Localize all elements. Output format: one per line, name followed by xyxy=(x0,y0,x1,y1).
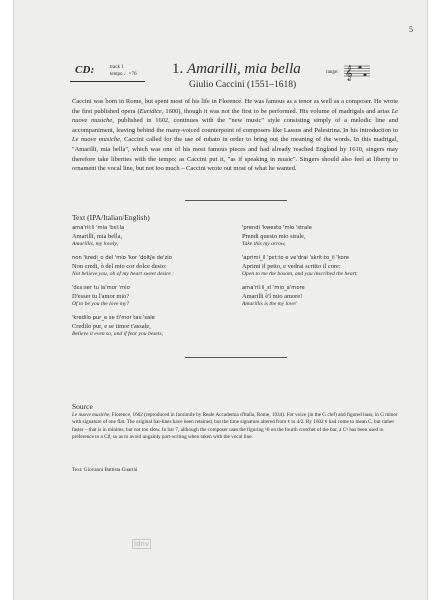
song-title xyxy=(172,61,301,78)
range-label: range: xyxy=(326,70,339,75)
lyrics-column-left xyxy=(72,225,247,345)
watermark: idnv xyxy=(134,540,149,548)
source-notes: Le nuove musiche, Florence, 1602 (reproduced in facsimile by Reale Accademia d'Italia, Rome, 1934). For voice (in the G clef) and figured bass; in G minor with signature of one flat. The original bar-lines have been retained, but the time signature altered from ¢ to 4/2. By 1602 ¢ had come to mean C, but rather faster – that is in minims, but not too slow. In bar 7, although the composer uses the figuring ♮6 on the fourth crotchet of the bar, a C♮ has been used in preference to a C♯, so as to avoid ungainly part-writing when taken with the vocal line. xyxy=(72,412,398,441)
cd-label: CD: xyxy=(75,64,95,76)
lyrics-column-right xyxy=(242,225,417,315)
cd-track: track 1 xyxy=(110,65,124,70)
composer: Giulio Caccini (1551–1618) xyxy=(189,80,297,90)
separator xyxy=(185,357,287,358)
composer-biography: Caccini was born in Rome, but spent most of his life in Florence. He was famous as a tenor as well as a composer. He wrote the first published opera (Euridice, 1600), though it was not the first to be performed. His volume of madrigals and arias Le nuove musiche, published in 1602, continues with the "new music" style consisting simply of a melodic line and accompaniment, leaving behind the many-voiced counterpoint of composers like Lassus and Palestrina. In his introduction to Le nuove musiche, Caccini called for the use of rubato in order to bring out the meaning of the words. In this madrigal, "Amarilli, mia bella", which was one of his most famous pieces and had already reached England by 1610, singers may therefore take liberties with the tempo; as Caccini put it, "as if speaking in music". Singers should also feel at liberty to ornament the vocal line, but not too much – Caccini wrote out most of what he wanted. xyxy=(72,98,399,173)
lyric-line: 'dɛs:ser tu la'mor 'mio D'esser tu l'amor mio? Of to be you the love my? xyxy=(72,285,130,307)
lyric-line: non 'kredi_o del 'mio 'kor 'doltʃe de'zio Non credi, ò del mio cor dolce desio: Not believe you, oh of my heart sweet desire : xyxy=(72,255,175,277)
page xyxy=(14,0,427,600)
text-credit: Text: Giovanni Battista Guarini xyxy=(72,467,138,473)
lyric-line: 'kredilo pur_e se ti'mor tas:'sale Credilo pur, e se timor t'assale, Believe it even so, and if fear you besets, xyxy=(72,315,164,337)
separator xyxy=(185,200,287,201)
source-heading: Source xyxy=(72,402,93,411)
cd-track-info xyxy=(110,64,137,78)
vocal-range-staff-icon xyxy=(344,60,370,82)
text-heading: Text (IPA/Italian/English) xyxy=(72,213,150,222)
page-number: 5 xyxy=(409,25,413,34)
song-number: 1. xyxy=(172,61,184,77)
song-title-text: Amarilli, mia bella xyxy=(187,61,301,77)
lyric-line: ama'ril:li_ɛl 'mio_a'more Amarilli è'l mio amore! Amarillis is the my love! xyxy=(242,285,305,307)
lyric-line: 'aprimi_il 'pɛt:to e ve'drai 'skrit:to_il 'kore Aprimi il petto, e vedrai scritto il core: Open to me the bosom, and you inscribed the heart: xyxy=(242,255,359,277)
svg-text:𝄞: 𝄞 xyxy=(345,66,353,81)
lyric-line: ama'ril:li 'mia 'bɛl:la Amarilli, mia bella, Amarillis, my lovely, xyxy=(72,225,125,247)
cd-underline xyxy=(70,81,145,82)
lyric-line: 'prendi 'kwesto 'mio 'strale Prendi questo mio strale, Take this my arrow, xyxy=(242,225,312,247)
cd-info xyxy=(70,61,145,83)
cd-tempo: tempo ♩=76 xyxy=(110,72,137,77)
